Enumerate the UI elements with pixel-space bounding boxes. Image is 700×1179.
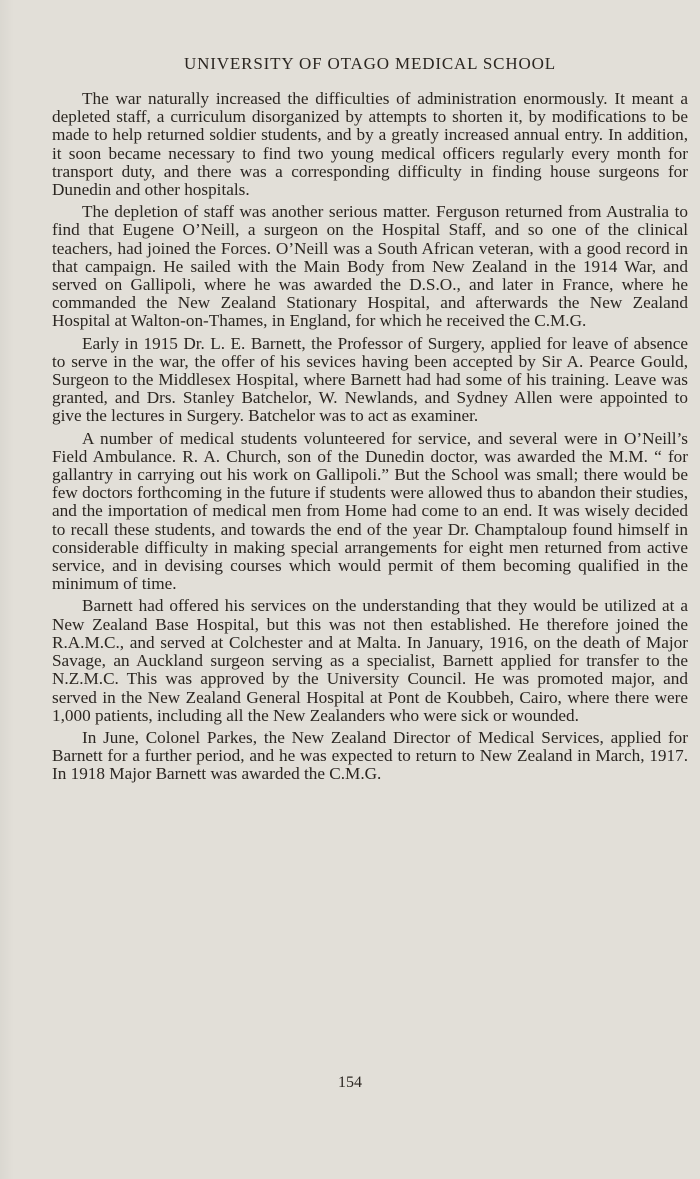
- page-number: 154: [338, 1074, 362, 1091]
- paragraph-barnett-leave: Early in 1915 Dr. L. E. Barnett, the Professor of Surgery, applied for leave of absence to serve in the war, the offer of his sevices having been accepted by Sir A. Pearce Gould, Surgeon to the Middlesex Hospital, where Barnett had had some of his training. Leave was granted, and Drs. Stanley Batchelor, W. Newlands, and Sydney Allen were appointed to give the lectures in Surgery. Batchelor was to act as examiner.: [52, 333, 688, 426]
- paragraph-war-administration: The war naturally increased the difficulties of administration enormously. It meant a depleted staff, a curriculum disorganized by attempts to shorten it, by modifications to be made to help returned soldier students, and by a greatly increased annual entry. In addition, it soon became necessary to find two young medical officers regularly every month for transport duty, and there was a corresponding difficulty in finding house surgeons for Dunedin and other hospitals.: [52, 89, 688, 200]
- paragraph-medical-students: A number of medical students volunteered for service, and several were in O’Neill’s Field Ambulance. R. A. Church, son of the Dunedin doctor, was awarded the M.M. “ for gallantry in carrying out his work on Gallipoli.” But the School was small; there would be few doctors forthcoming in the future if students were allowed thus to abandon their studies, and the importation of medical men from Home had come to an end. It was wisely decided to recall these students, and towards the end of the year Dr. Champtaloup found himself in considerable difficulty in making special arrangements for eight men returned from active service, and in devising courses which would permit of them becoming qualified in the minimum of time.: [52, 428, 688, 594]
- paragraph-barnett-return: In June, Colonel Parkes, the New Zealand Director of Medical Services, applied for Barnett for a further period, and he was expected to return to New Zealand in March, 1917. In 1918 Major Barnett was awarded the C.M.G.: [52, 727, 688, 784]
- body-text: [52, 90, 688, 784]
- paragraph-barnett-service: Barnett had offered his services on the understanding that they would be utilized at a New Zealand Base Hospital, but this was not then established. He therefore joined the R.A.M.C., and served at Colchester and at Malta. In January, 1916, on the death of Major Savage, an Auckland surgeon serving as a specialist, Barnett applied for transfer to the N.Z.M.C. This was approved by the University Council. He was promoted major, and served in the New Zealand General Hospital at Pont de Koubbeh, Cairo, where there were 1,000 patients, including all the New Zealanders who were sick or wounded.: [52, 596, 688, 725]
- running-header: UNIVERSITY OF OTAGO MEDICAL SCHOOL: [184, 54, 556, 73]
- paragraph-staff-depletion: The depletion of staff was another serious matter. Ferguson returned from Australia to find that Eugene O’Neill, a surgeon on the Hospital Staff, and so one of the clinical teachers, had joined the Forces. O’Neill was a South African veteran, with a good record in that campaign. He sailed with the Main Body from New Zealand in the 1914 War, and served on Gallipoli, where he was awarded the D.S.O., and later in France, where he commanded the New Zealand Stationary Hospital, and afterwards the New Zealand Hospital at Walton-on-Thames, in England, for which he received the C.M.G.: [52, 202, 688, 331]
